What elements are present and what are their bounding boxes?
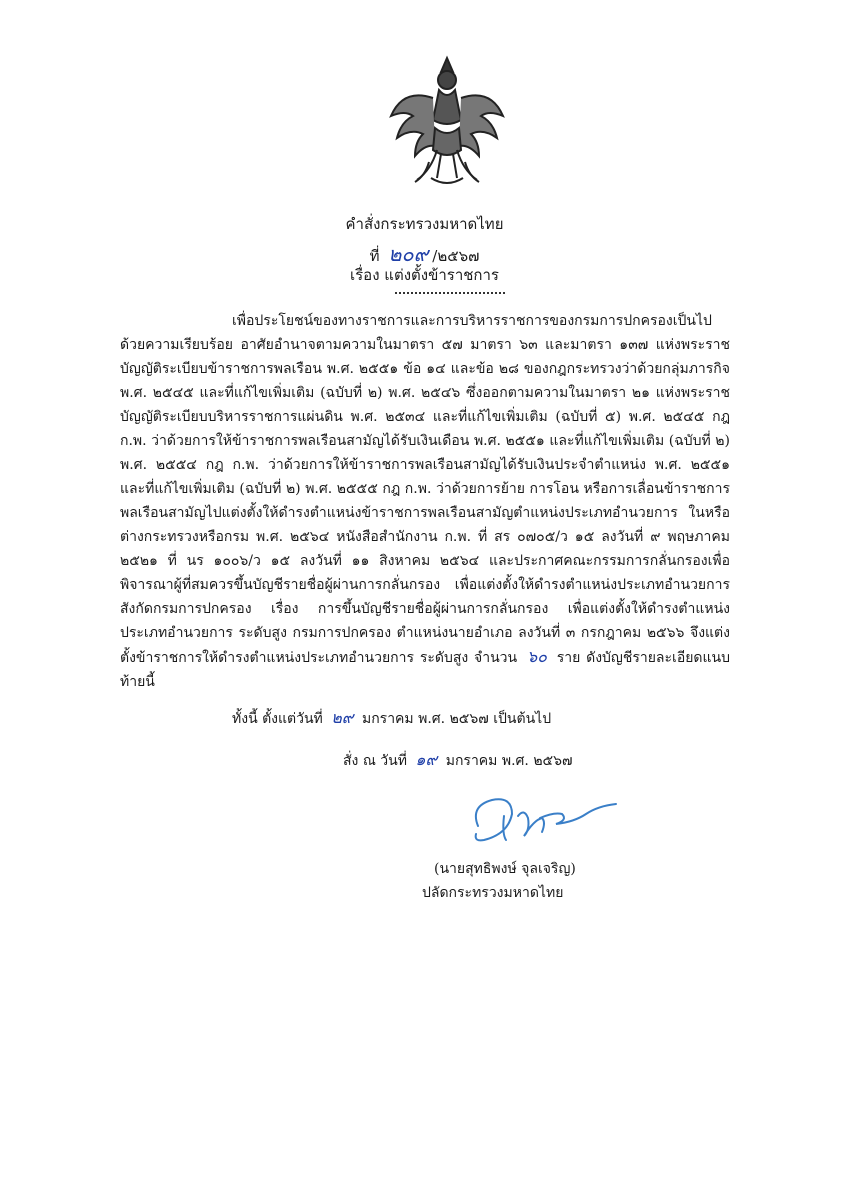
effective-suffix: มกราคม พ.ศ. ๒๕๖๗ เป็นต้นไป — [361, 711, 552, 727]
effective-prefix: ทั้งนี้ ตั้งแต่วันที่ — [232, 711, 323, 727]
signer-name: (นายสุทธิพงษ์ จุลเจริญ) — [434, 861, 576, 877]
body-paragraph — [120, 309, 730, 694]
effective-date-line — [232, 706, 551, 731]
handwritten-signature — [448, 786, 623, 856]
garuda-emblem-icon — [385, 50, 510, 198]
ordered-prefix: สั่ง ณ วันที่ — [343, 753, 407, 769]
effective-day-handwritten: ๒๙ — [331, 708, 354, 727]
body-text-part1: เพื่อประโยชน์ของทางราชการและการบริหารราชการของกรมการปกครองเป็นไปด้วยความเรียบร้อย อาศัยอำนาจตามความในมาตรา ๕๗ มาตรา ๖๓ และมาตรา ๑๓๗ แห่งพระราชบัญญัติระเบียบข้าราชการพลเรือน พ.ศ. ๒๕๕๑ ข้อ ๑๔ และข้อ ๒๘ ของกฎกระทรวงว่าด้วยกลุ่มภารกิจ พ.ศ. ๒๕๔๕ และที่แก้ไขเพิ่มเติม (ฉบับที่ ๒) พ.ศ. ๒๕๔๖ ซึ่งออกตามความในมาตรา ๒๑ แห่งพระราชบัญญัติระเบียบบริหารราชการแผ่นดิน พ.ศ. ๒๕๓๔ และที่แก้ไขเพิ่มเติม (ฉบับที่ ๕) พ.ศ. ๒๕๔๕ กฎ ก.พ. ว่าด้วยการให้ข้าราชการพลเรือนสามัญได้รับเงินเดือน พ.ศ. ๒๕๕๑ และที่แก้ไขเพิ่มเติม (ฉบับที่ ๒) พ.ศ. ๒๕๕๔ กฎ ก.พ. ว่าด้วยการให้ข้าราชการพลเรือนสามัญได้รับเงินประจำตำแหน่ง พ.ศ. ๒๕๕๑ และที่แก้ไขเพิ่มเติม (ฉบับที่ ๒) พ.ศ. ๒๕๕๕ กฎ ก.พ. ว่าด้วยการย้าย การโอน หรือการเลื่อนข้าราชการพลเรือนสามัญไปแต่งตั้งให้ดำรงตำแหน่งข้าราชการพลเรือนสามัญตำแหน่งประเภทอำนวยการ ในหรือต่างกระทรวงหรือกรม พ.ศ. ๒๕๖๔ หนังสือสำนักงาน ก.พ. ที่ สร ๐๗๐๕/ว ๑๕ ลงวันที่ ๙ พฤษภาคม ๒๕๒๑ ที่ นร ๑๐๐๖/ว ๑๕ ลงวันที่ ๑๑ สิงหาคม ๒๕๖๔ และประกาศคณะกรรมการกลั่นกรองเพื่อพิจารณาผู้ที่สมควรขึ้นบัญชีรายชื่อผู้ผ่านการกลั่นกรอง เพื่อแต่งตั้งให้ดำรงตำแหน่งประเภทอำนวยการ สังกัดกรมการปกครอง เรื่อง การขึ้นบัญชีรายชื่อผู้ผ่านการกลั่นกรอง เพื่อแต่งตั้งให้ดำรงตำแหน่งประเภทอำนวยการ ระดับสูง กรมการปกครอง ตำแหน่งนายอำเภอ ลงวันที่ ๓ กรกฎาคม ๒๕๖๖ จึงแต่งตั้งข้าราชการให้ดำรงตำแหน่งประเภทอำนวยการ ระดับสูง จำนวน — [120, 313, 730, 666]
signer-title: ปลัดกระทรวงมหาดไทย — [422, 885, 564, 901]
ordered-date-line — [343, 748, 573, 773]
document-subject: เรื่อง แต่งตั้งข้าราชการ — [350, 266, 499, 284]
number-suffix: /๒๕๖๗ — [432, 247, 480, 265]
document-title: คำสั่งกระทรวงมหาดไทย — [345, 215, 504, 233]
separator-line — [395, 292, 505, 294]
ordered-day-handwritten: ๑๙ — [415, 750, 438, 769]
ordered-suffix: มกราคม พ.ศ. ๒๕๖๗ — [445, 753, 573, 769]
body-text-part2: ราย ดังบัญชีรายละเอียดแนบท้ายนี้ — [120, 650, 731, 690]
number-handwritten: ๒๐๙ — [388, 242, 429, 266]
number-prefix: ที่ — [369, 247, 380, 265]
count-handwritten: ๖๐ — [526, 647, 547, 666]
